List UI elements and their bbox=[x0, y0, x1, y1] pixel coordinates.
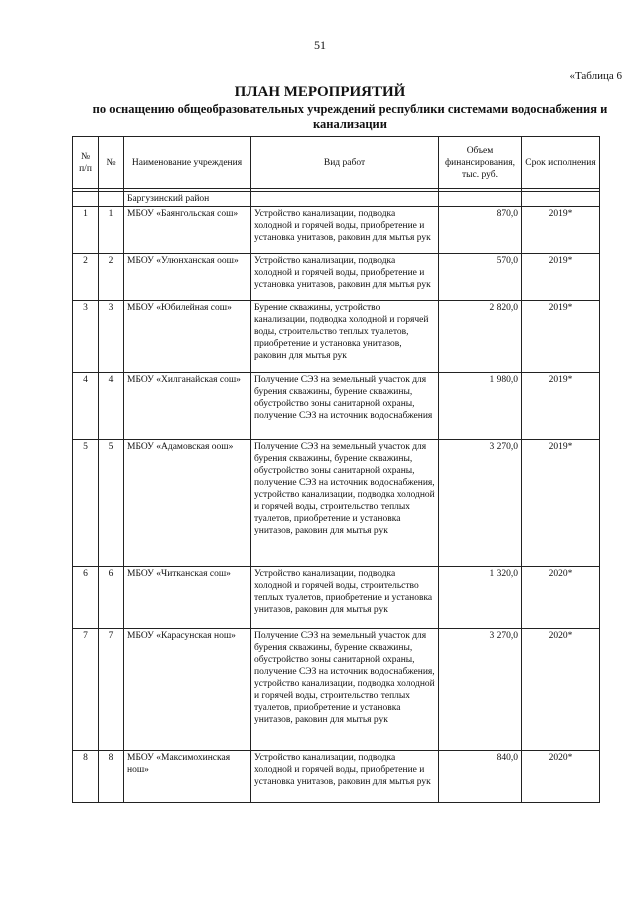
column-header-work-type: Вид работ bbox=[251, 137, 439, 189]
row-local-number: 4 bbox=[99, 373, 124, 440]
table-reference: «Таблица 6 bbox=[569, 70, 622, 82]
row-work-type: Устройство канализации, подводка холодной и горячей воды, приобретение и установка унитазов, раковин для мытья рук bbox=[251, 254, 439, 301]
document-title: ПЛАН МЕРОПРИЯТИЙ bbox=[234, 84, 406, 100]
document-subtitle: по оснащению общеобразовательных учреждений республики системами водоснабжения и канализации bbox=[92, 102, 608, 131]
row-local-number: 8 bbox=[99, 751, 124, 803]
row-work-type: Получение СЭЗ на земельный участок для бурения скважины, бурение скважины, обустройство зоны санитарной охраны, получение СЭЗ на источник водоснабжения, устройство канализации, подводка холодной и горячей воды, строительство теплых туалетов, приобретение и установка унитазов, раковин для мытья рук bbox=[251, 440, 439, 567]
table-row bbox=[73, 567, 600, 629]
district-name: Баргузинский район bbox=[124, 192, 251, 207]
column-header-institution: Наименование учреждения bbox=[124, 137, 251, 189]
table-row bbox=[73, 751, 600, 803]
row-number: 7 bbox=[73, 629, 99, 751]
row-funding: 1 320,0 bbox=[439, 567, 522, 629]
row-local-number: 1 bbox=[99, 207, 124, 254]
table-header-row bbox=[73, 137, 600, 189]
row-institution: МБОУ «Читканская сош» bbox=[124, 567, 251, 629]
row-deadline: 2019* bbox=[522, 440, 600, 567]
row-work-type: Бурение скважины, устройство канализации, подводка холодной и горячей воды, строительство теплых туалетов, приобретение и установка унитазов, раковин для мытья рук bbox=[251, 301, 439, 373]
row-deadline: 2020* bbox=[522, 567, 600, 629]
table-row bbox=[73, 207, 600, 254]
column-header-number: № п/п bbox=[73, 137, 99, 189]
row-deadline: 2019* bbox=[522, 373, 600, 440]
column-header-local-number: № bbox=[99, 137, 124, 189]
row-number: 4 bbox=[73, 373, 99, 440]
row-work-type: Устройство канализации, подводка холодной и горячей воды, приобретение и установка унитазов, раковин для мытья рук bbox=[251, 207, 439, 254]
row-funding: 3 270,0 bbox=[439, 440, 522, 567]
district-row bbox=[73, 192, 600, 207]
row-work-type: Устройство канализации, подводка холодной и горячей воды, строительство теплых туалетов, приобретение и установка унитазов, раковин для мытья рук bbox=[251, 567, 439, 629]
plan-table bbox=[72, 136, 600, 803]
row-deadline: 2019* bbox=[522, 207, 600, 254]
row-institution: МБОУ «Баянгольская сош» bbox=[124, 207, 251, 254]
row-number: 1 bbox=[73, 207, 99, 254]
row-local-number: 3 bbox=[99, 301, 124, 373]
row-number: 8 bbox=[73, 751, 99, 803]
row-number: 2 bbox=[73, 254, 99, 301]
row-local-number: 2 bbox=[99, 254, 124, 301]
row-number: 6 bbox=[73, 567, 99, 629]
row-number: 3 bbox=[73, 301, 99, 373]
page-number: 51 bbox=[314, 38, 326, 52]
row-funding: 3 270,0 bbox=[439, 629, 522, 751]
row-local-number: 6 bbox=[99, 567, 124, 629]
row-funding: 1 980,0 bbox=[439, 373, 522, 440]
row-work-type: Устройство канализации, подводка холодной и горячей воды, приобретение и установка унитазов, раковин для мытья рук bbox=[251, 751, 439, 803]
row-deadline: 2019* bbox=[522, 254, 600, 301]
row-institution: МБОУ «Адамовская оош» bbox=[124, 440, 251, 567]
column-header-funding: Объем финансирования, тыс. руб. bbox=[439, 137, 522, 189]
column-header-deadline: Срок исполнения bbox=[522, 137, 600, 189]
row-deadline: 2020* bbox=[522, 629, 600, 751]
row-institution: МБОУ «Хилганайская сош» bbox=[124, 373, 251, 440]
row-number: 5 bbox=[73, 440, 99, 567]
row-funding: 2 820,0 bbox=[439, 301, 522, 373]
row-funding: 570,0 bbox=[439, 254, 522, 301]
table-row bbox=[73, 440, 600, 567]
row-institution: МБОУ «Карасунская нош» bbox=[124, 629, 251, 751]
row-funding: 870,0 bbox=[439, 207, 522, 254]
row-institution: МБОУ «Улюнханская оош» bbox=[124, 254, 251, 301]
row-institution: МБОУ «Максимохинская нош» bbox=[124, 751, 251, 803]
row-funding: 840,0 bbox=[439, 751, 522, 803]
row-work-type: Получение СЭЗ на земельный участок для бурения скважины, бурение скважины, обустройство зоны санитарной охраны, получение СЭЗ на источник водоснабжения, устройство канализации, подводка холодной и горячей воды, строительство теплых туалетов, приобретение и установка унитазов, раковин для мытья рук bbox=[251, 629, 439, 751]
row-institution: МБОУ «Юбилейная сош» bbox=[124, 301, 251, 373]
row-local-number: 7 bbox=[99, 629, 124, 751]
table-row bbox=[73, 301, 600, 373]
row-work-type: Получение СЭЗ на земельный участок для бурения скважины, бурение скважины, обустройство зоны санитарной охраны, получение СЭЗ на источник водоснабжения bbox=[251, 373, 439, 440]
row-local-number: 5 bbox=[99, 440, 124, 567]
row-deadline: 2019* bbox=[522, 301, 600, 373]
table-row bbox=[73, 254, 600, 301]
table-row bbox=[73, 629, 600, 751]
table-row bbox=[73, 373, 600, 440]
row-deadline: 2020* bbox=[522, 751, 600, 803]
